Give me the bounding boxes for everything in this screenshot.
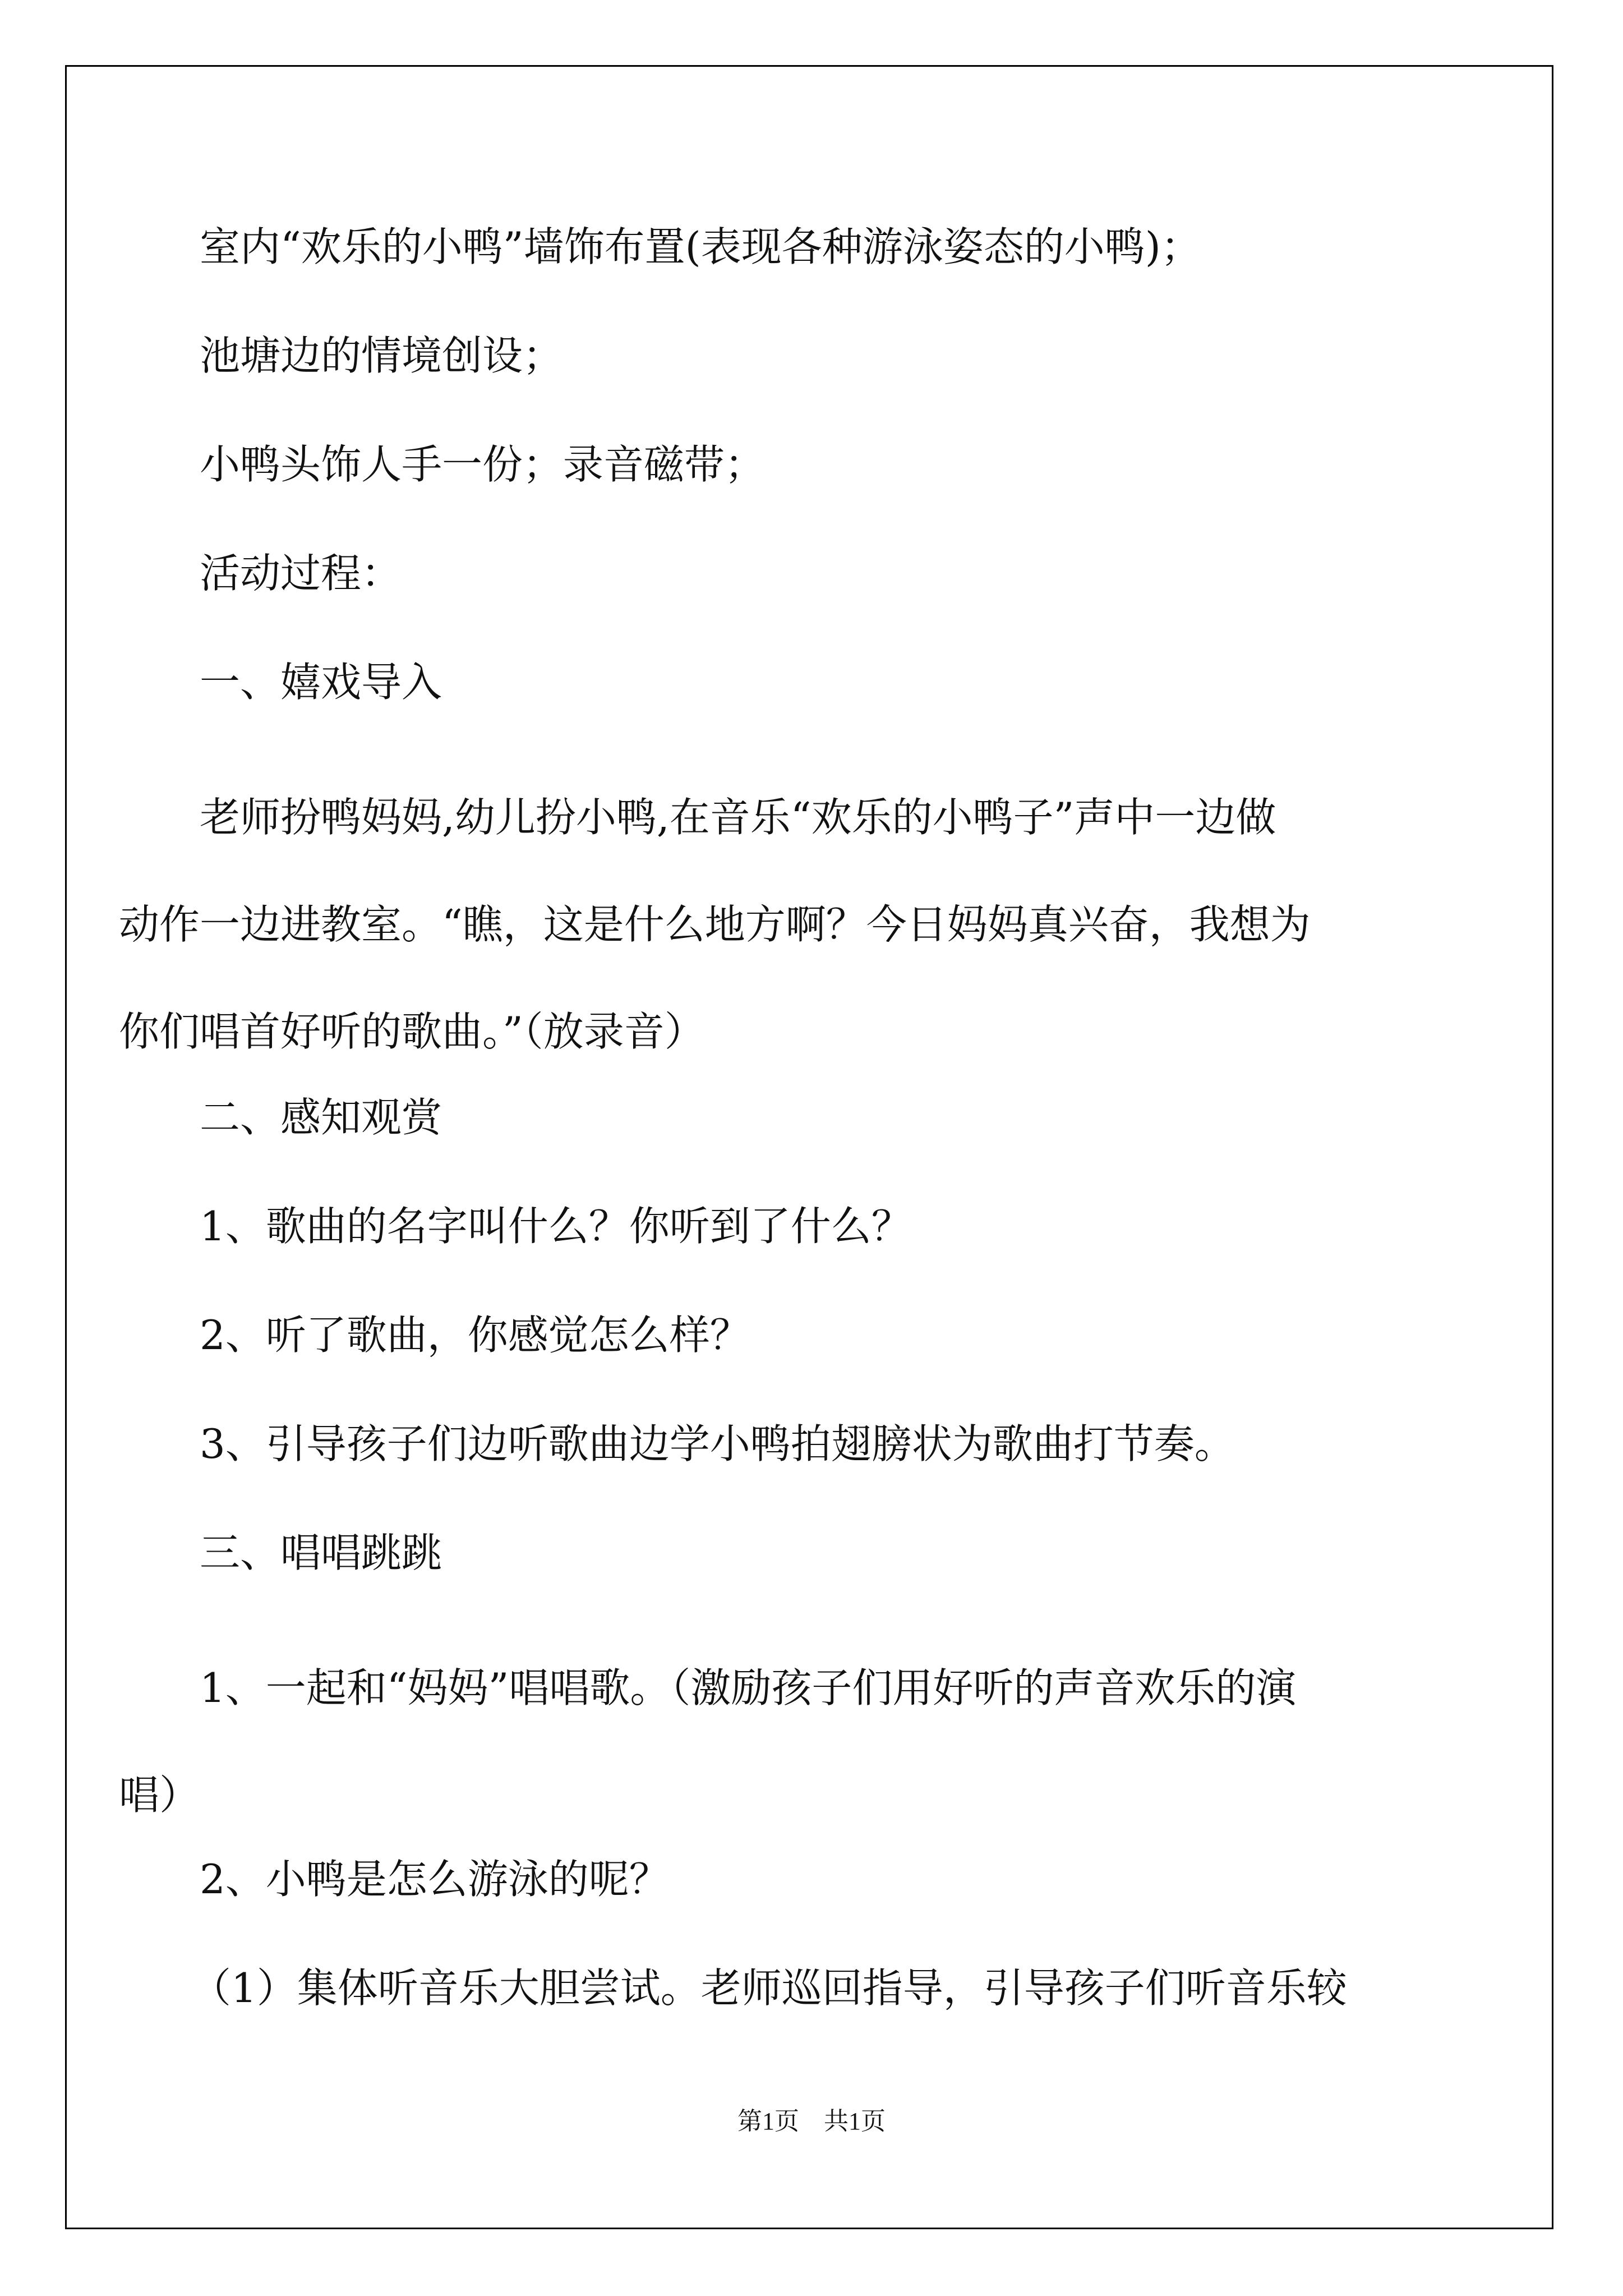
paragraph-how-ducks-swim: 2、小鸭是怎么游泳的呢？ bbox=[200, 1856, 670, 1903]
paragraph-pond-scene: 池塘边的情境创设； bbox=[200, 332, 564, 379]
paragraph-collective-try: （1）集体听音乐大胆尝试。老师巡回指导，引导孩子们听音乐较 bbox=[191, 1964, 1347, 2012]
heading-activity-process: 活动过程： bbox=[200, 550, 402, 597]
paragraph-line: 你们唱首好听的歌曲。”（放录音） bbox=[119, 1008, 705, 1055]
list-item-1: 1、歌曲的名字叫什么？你听到了什么？ bbox=[200, 1203, 912, 1250]
page-number-footer: 第1页 共1页 bbox=[737, 2108, 886, 2135]
heading-section-3: 三、唱唱跳跳 bbox=[200, 1529, 442, 1576]
heading-section-2: 二、感知观赏 bbox=[200, 1094, 442, 1141]
paragraph-teacher-intro bbox=[119, 764, 1428, 1085]
paragraph-wall-decoration: 室内“欢乐的小鸭”墙饰布置(表现各种游泳姿态的小鸭)； bbox=[200, 223, 1201, 270]
list-item-2: 2、听了歌曲，你感觉怎么样？ bbox=[200, 1312, 750, 1359]
paragraph-materials: 小鸭头饰人手一份；录音磁带； bbox=[200, 441, 766, 488]
paragraph-line: 动作一边进教室。“瞧，这是什么地方啊？今日妈妈真兴奋，我想为 bbox=[119, 901, 1311, 948]
paragraph-sing-together bbox=[119, 1635, 1428, 1849]
paragraph-line: 1、一起和“妈妈”唱唱歌。（激励孩子们用好听的声音欢乐的演 bbox=[200, 1664, 1297, 1711]
heading-section-1: 一、嬉戏导入 bbox=[200, 659, 442, 706]
paragraph-line: 老师扮鸭妈妈,幼儿扮小鸭,在音乐“欢乐的小鸭子”声中一边做 bbox=[200, 794, 1276, 841]
list-item-3: 3、引导孩子们边听歌曲边学小鸭拍翅膀状为歌曲打节奏。 bbox=[200, 1420, 1235, 1467]
paragraph-line: 唱） bbox=[119, 1772, 200, 1819]
